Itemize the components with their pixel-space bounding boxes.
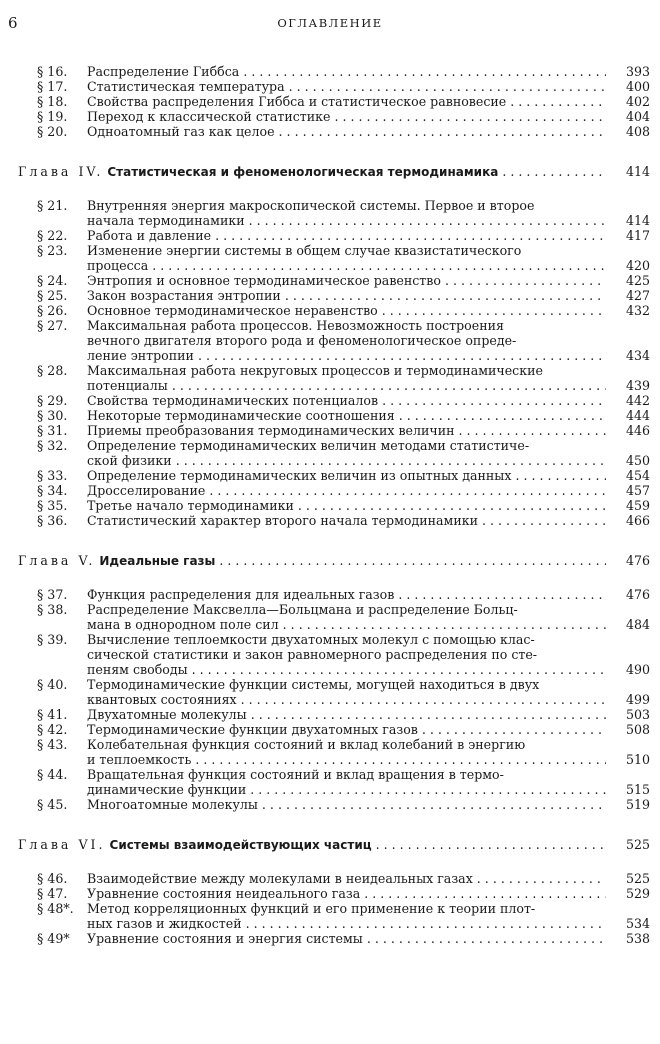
section-title (87, 79, 606, 94)
chapter-title: Идеальные газы (99, 554, 216, 568)
chapter-page-number: 476 (606, 553, 650, 568)
page-number: 6 (8, 14, 18, 32)
section-page-number: 525 (606, 871, 650, 886)
section-title-line: Термодинамические функции системы, могущей находиться в двух (87, 677, 540, 692)
toc-entry (37, 408, 650, 423)
toc-entry (37, 498, 650, 513)
section-title-line: Термодинамические функции двухатомных газов . . . (87, 722, 606, 737)
section-number: § 30. (37, 408, 68, 423)
section-number: § 26. (37, 303, 68, 318)
section-page-number: 446 (606, 423, 650, 438)
toc-entry (37, 513, 650, 528)
section-title-line: Метод корреляционных функций и его применение к теории плот- (87, 901, 536, 916)
toc-entry (37, 64, 650, 79)
toc-entry (37, 438, 650, 468)
section-title-line: Распределение Максвелла—Больцмана и распределение Больц- (87, 602, 518, 617)
chapter-title: Системы взаимодействующих частиц (109, 838, 372, 852)
section-number: § 49* (37, 931, 70, 946)
section-page-number: 454 (606, 468, 650, 483)
section-number: § 47. (37, 886, 68, 901)
section-number: § 18. (37, 94, 68, 109)
section-title (87, 797, 606, 812)
section-number: § 20. (37, 124, 68, 139)
section-title (87, 228, 606, 243)
section-number: § 40. (37, 677, 68, 692)
chapter-heading (18, 553, 650, 569)
toc-entry (37, 303, 650, 318)
section-page-number: 450 (606, 453, 650, 468)
section-title (87, 198, 606, 228)
section-title-line: Многоатомные молекулы . . . (87, 797, 606, 812)
section-number: § 22. (37, 228, 68, 243)
section-number: § 25. (37, 288, 68, 303)
chapter-heading (18, 164, 650, 180)
section-title (87, 408, 606, 423)
toc-entry (37, 737, 650, 767)
chapter-label: Глава VI. (18, 837, 106, 852)
section-title (87, 483, 606, 498)
section-title-line: Уравнение состояния и энергия системы . . . (87, 931, 606, 946)
chapter-label: Глава IV. (18, 164, 104, 179)
section-title (87, 288, 606, 303)
section-number: § 38. (37, 602, 68, 617)
toc-entry (37, 363, 650, 393)
section-number: § 41. (37, 707, 68, 722)
section-title (87, 423, 606, 438)
section-title (87, 363, 606, 393)
section-title (87, 243, 606, 273)
section-page-number: 529 (606, 886, 650, 901)
toc-entry (37, 228, 650, 243)
toc-entry (37, 393, 650, 408)
section-number: § 31. (37, 423, 68, 438)
section-title-line: Внутренняя энергия макроскопической системы. Первое и второе (87, 198, 535, 213)
section-number: § 16. (37, 64, 68, 79)
section-number: § 23. (37, 243, 68, 258)
section-page-number: 402 (606, 94, 650, 109)
toc-entry (37, 124, 650, 139)
chapter-heading (18, 837, 650, 853)
section-page-number: 459 (606, 498, 650, 513)
section-title (87, 468, 606, 483)
section-number: § 42. (37, 722, 68, 737)
section-page-number: 466 (606, 513, 650, 528)
section-page-number: 414 (606, 213, 650, 228)
section-title-line: ской физики . . . (87, 453, 606, 468)
section-number: § 43. (37, 737, 68, 752)
section-number: § 17. (37, 79, 68, 94)
section-number: § 21. (37, 198, 68, 213)
section-title-line: Взаимодействие между молекулами в неидеальных газах . . . (87, 871, 606, 886)
toc-entry (37, 587, 650, 602)
section-title-line: и теплоемкость . . . (87, 752, 606, 767)
section-title-line: Изменение энергии системы в общем случае квазистатического (87, 243, 522, 258)
section-title (87, 871, 606, 886)
section-title (87, 393, 606, 408)
section-title-line: Энтропия и основное термодинамическое равенство . . . (87, 273, 606, 288)
toc-entry (37, 243, 650, 273)
chapter-label: Глава V. (18, 553, 96, 568)
table-of-contents (0, 64, 660, 946)
section-page-number: 508 (606, 722, 650, 737)
section-title-line: Определение термодинамических величин методами статистиче- (87, 438, 530, 453)
section-number: § 35. (37, 498, 68, 513)
section-number: § 19. (37, 109, 68, 124)
section-title (87, 602, 606, 632)
section-title-line: Статистический характер второго начала термодинамики . . . (87, 513, 606, 528)
section-title (87, 513, 606, 528)
section-title (87, 273, 606, 288)
section-number: § 48*. (37, 901, 74, 916)
toc-entry (37, 468, 650, 483)
section-title-line: сической статистики и закон равномерного распределения по сте- (87, 647, 538, 662)
section-title (87, 109, 606, 124)
section-title-line: динамические функции . . . (87, 782, 606, 797)
chapter-page-number: 525 (606, 837, 650, 852)
section-page-number: 503 (606, 707, 650, 722)
toc-entry (37, 423, 650, 438)
section-title-line: Статистическая температура . . . (87, 79, 606, 94)
section-page-number: 439 (606, 378, 650, 393)
section-title (87, 677, 606, 707)
section-number: § 33. (37, 468, 68, 483)
section-page-number: 420 (606, 258, 650, 273)
section-title-line: Распределение Гиббса . . . (87, 64, 606, 79)
section-page-number: 515 (606, 782, 650, 797)
section-title-line: Закон возрастания энтропии . . . (87, 288, 606, 303)
section-title-line: Основное термодинамическое неравенство . . . (87, 303, 606, 318)
section-title-line: ление энтропии . . . (87, 348, 606, 363)
toc-entry (37, 767, 650, 797)
section-number: § 45. (37, 797, 68, 812)
toc-entry (37, 288, 650, 303)
section-page-number: 393 (606, 64, 650, 79)
section-number: § 36. (37, 513, 68, 528)
section-number: § 32. (37, 438, 68, 453)
section-title (87, 737, 606, 767)
section-title-line: ных газов и жидкостей . . . (87, 916, 606, 931)
section-title-line: процесса . . . (87, 258, 606, 273)
toc-entry (37, 886, 650, 901)
section-title-line: вечного двигателя второго рода и феноменологическое опреде- (87, 333, 517, 348)
section-title-line: Одноатомный газ как целое . . . (87, 124, 606, 139)
section-title-line: Приемы преобразования термодинамических величин . . . (87, 423, 606, 438)
toc-entry (37, 797, 650, 812)
section-title (87, 767, 606, 797)
section-page-number: 519 (606, 797, 650, 812)
running-title: ОГЛАВЛЕНИЕ (277, 16, 383, 30)
section-title (87, 318, 606, 363)
toc-entry (37, 931, 650, 946)
section-page-number: 408 (606, 124, 650, 139)
section-page-number: 534 (606, 916, 650, 931)
section-title-line: начала термодинамики . . . (87, 213, 606, 228)
section-title-line: Свойства термодинамических потенциалов . . . (87, 393, 606, 408)
section-page-number: 427 (606, 288, 650, 303)
page-header (0, 14, 660, 36)
section-page-number: 400 (606, 79, 650, 94)
section-title-line: Работа и давление . . . (87, 228, 606, 243)
section-title (87, 498, 606, 513)
toc-entry (37, 94, 650, 109)
toc-entry (37, 722, 650, 737)
section-title (87, 707, 606, 722)
section-title-line: Уравнение состояния неидеального газа . . . (87, 886, 606, 901)
toc-entry (37, 79, 650, 94)
section-number: § 24. (37, 273, 68, 288)
chapter-page-number: 414 (606, 164, 650, 179)
chapter-title: Статистическая и феноменологическая термодинамика (107, 165, 499, 179)
section-title-line: Вычисление теплоемкости двухатомных молекул с помощью клас- (87, 632, 535, 647)
section-number: § 28. (37, 363, 68, 378)
section-title-line: Максимальная работа процессов. Невозможность построения (87, 318, 504, 333)
section-page-number: 442 (606, 393, 650, 408)
section-title-line: потенциалы . . . (87, 378, 606, 393)
toc-entry (37, 109, 650, 124)
section-title-line: Третье начало термодинамики . . . (87, 498, 606, 513)
section-title-line: Двухатомные молекулы . . . (87, 707, 606, 722)
section-title-line: Свойства распределения Гиббса и статистическое равновесие . . . (87, 94, 606, 109)
section-title (87, 886, 606, 901)
section-number: § 39. (37, 632, 68, 647)
section-title-line: Функция распределения для идеальных газов . . . (87, 587, 606, 602)
section-title (87, 124, 606, 139)
section-title (87, 303, 606, 318)
section-title (87, 901, 606, 931)
section-title (87, 438, 606, 468)
section-title (87, 587, 606, 602)
section-number: § 44. (37, 767, 68, 782)
section-title-line: Переход к классической статистике . . . (87, 109, 606, 124)
toc-entry (37, 198, 650, 228)
section-title (87, 722, 606, 737)
section-title-line: Некоторые термодинамические соотношения . . . (87, 408, 606, 423)
section-title-line: Дросселирование . . . (87, 483, 606, 498)
section-number: § 37. (37, 587, 68, 602)
toc-entry (37, 901, 650, 931)
toc-entry (37, 318, 650, 363)
section-page-number: 444 (606, 408, 650, 423)
section-title (87, 94, 606, 109)
toc-entry (37, 273, 650, 288)
section-page-number: 538 (606, 931, 650, 946)
section-page-number: 484 (606, 617, 650, 632)
section-page-number: 490 (606, 662, 650, 677)
section-title-line: пеням свободы . . . (87, 662, 606, 677)
section-number: § 27. (37, 318, 68, 333)
section-page-number: 510 (606, 752, 650, 767)
section-page-number: 476 (606, 587, 650, 602)
toc-entry (37, 871, 650, 886)
section-title-line: Вращательная функция состояний и вклад вращения в термо- (87, 767, 504, 782)
section-page-number: 434 (606, 348, 650, 363)
section-page-number: 432 (606, 303, 650, 318)
toc-entry (37, 632, 650, 677)
section-title-line: Колебательная функция состояний и вклад колебаний в энергию (87, 737, 526, 752)
section-page-number: 425 (606, 273, 650, 288)
section-number: § 34. (37, 483, 68, 498)
section-title-line: квантовых состояниях . . . (87, 692, 606, 707)
toc-entry (37, 483, 650, 498)
section-title (87, 931, 606, 946)
toc-entry (37, 602, 650, 632)
section-title-line: Определение термодинамических величин из опытных данных . . . (87, 468, 606, 483)
section-page-number: 457 (606, 483, 650, 498)
toc-entry (37, 707, 650, 722)
section-page-number: 404 (606, 109, 650, 124)
section-number: § 46. (37, 871, 68, 886)
section-title-line: Максимальная работа некруговых процессов и термодинамические (87, 363, 543, 378)
toc-entry (37, 677, 650, 707)
section-page-number: 499 (606, 692, 650, 707)
section-page-number: 417 (606, 228, 650, 243)
section-title (87, 632, 606, 677)
section-title-line: мана в однородном поле сил . . . (87, 617, 606, 632)
section-title (87, 64, 606, 79)
section-number: § 29. (37, 393, 68, 408)
